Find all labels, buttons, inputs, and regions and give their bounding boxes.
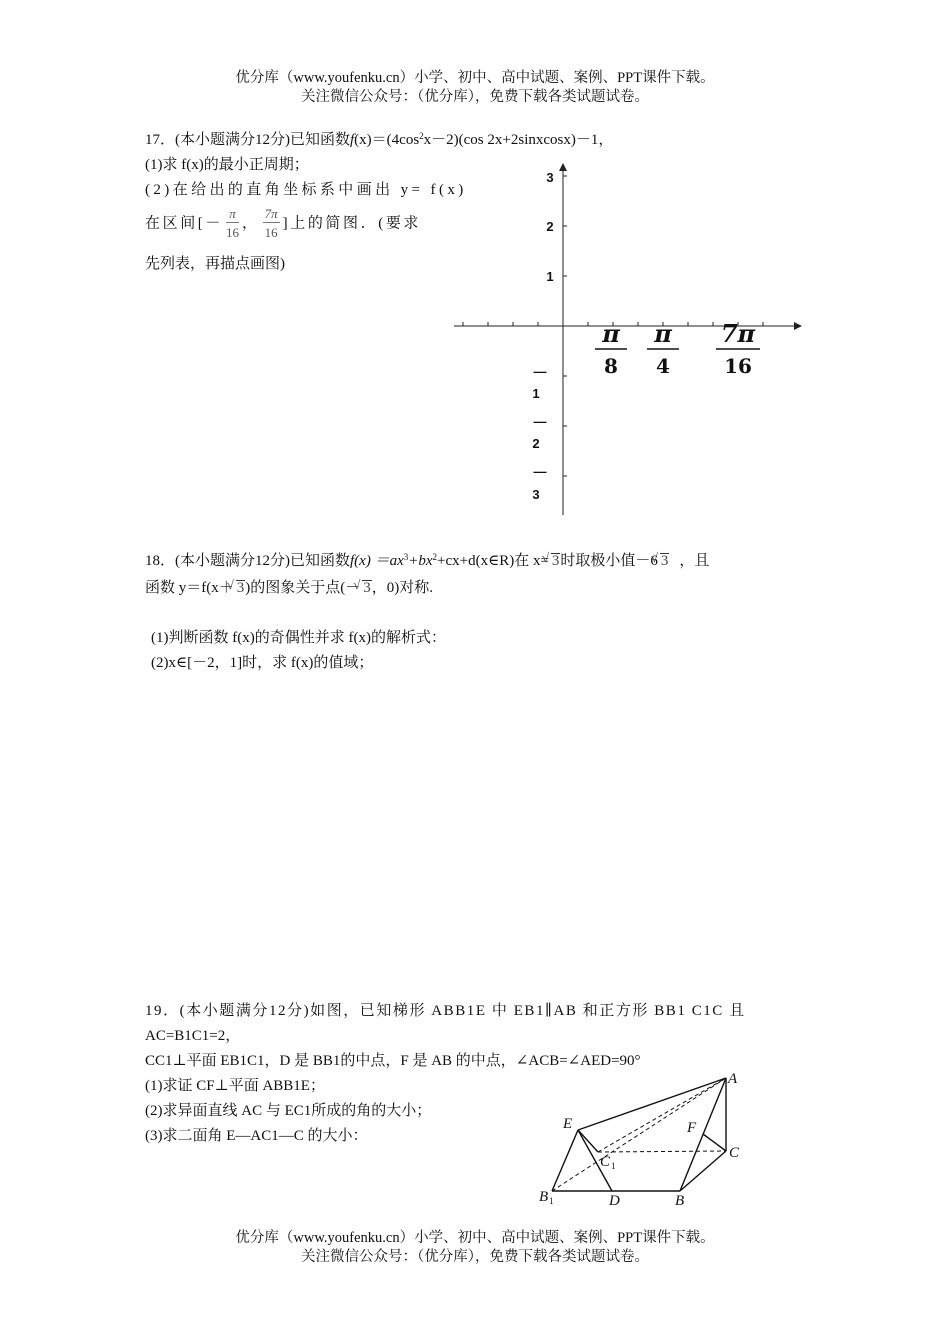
q17-part2-note: 先列表，再描点画图) xyxy=(145,256,285,272)
vertex-label-e: E xyxy=(563,1116,573,1132)
q19-part2: (2)求异面直线 AC 与 EC1所成的角的大小； xyxy=(145,1103,432,1119)
q19-stem-line2: AC=B1C1=2， xyxy=(145,1028,241,1044)
y-axis-arrow xyxy=(559,163,567,171)
q19-part1: (1)求证 CF⊥平面 ABB1E； xyxy=(145,1078,325,1094)
y-label-minus-sign-1: — xyxy=(533,364,547,379)
sqrt-3: √ 3 xyxy=(236,580,246,595)
x-label-pi-over-4-num: π xyxy=(654,319,672,348)
sqrt-3: √ 3 xyxy=(660,553,670,568)
y-axis-labels xyxy=(532,170,553,502)
x-label-pi-over-4-den: 4 xyxy=(656,354,670,378)
q19-stem-line1: 19．(本小题满分12分)如图，已知梯形 ABB1E 中 EB1∥AB 和正方形 BB1 C1C 且 xyxy=(145,1003,746,1019)
x-axis-labels xyxy=(595,319,760,378)
y-label-minus-sign-3: — xyxy=(533,464,547,479)
y-label-minus-sign-2: — xyxy=(533,414,547,429)
header-line-1: 优分库（www.youfenku.cn）小学、初中、高中试题、案例、PPT课件下载。 xyxy=(235,70,715,86)
vertex-label-f: F xyxy=(687,1120,697,1136)
y-label-neg-3: 3 xyxy=(532,487,540,502)
footer-line-1: 优分库（www.youfenku.cn）小学、初中、高中试题、案例、PPT课件下载。 xyxy=(235,1230,715,1246)
q18-stem-line2: 函数 y＝f(x＋√ 3)的图象关于点(－√ 3，0)对称. xyxy=(145,576,433,597)
x-label-pi-over-8-num: π xyxy=(602,319,620,348)
figure-vertex-labels xyxy=(539,1071,740,1209)
vertex-label-a: A xyxy=(728,1071,738,1087)
vertex-label-c1: C xyxy=(600,1154,611,1170)
q18-part1: (1)判断函数 f(x)的奇偶性并求 f(x)的解析式： xyxy=(151,630,446,646)
header-line-2: 关注微信公众号：（优分库），免费下载各类试题试卷。 xyxy=(301,89,649,105)
x-label-7pi-over-16-den: 16 xyxy=(724,354,752,378)
y-label-2: 2 xyxy=(546,219,554,234)
y-label-1: 1 xyxy=(546,269,554,284)
x-axis-arrow xyxy=(794,322,802,330)
sqrt-3: √ 3 xyxy=(551,553,561,568)
vertex-label-c1-sub: 1 xyxy=(611,1161,616,1171)
vertex-label-c: C xyxy=(729,1145,740,1161)
frac-pi-16: $\frac{\pi}{16}$ xyxy=(226,206,239,240)
q19-part3: (3)求二面角 E—AC1—C 的大小： xyxy=(145,1128,368,1144)
y-label-neg-2: 2 xyxy=(532,436,540,451)
q17-stem: 17．(本小题满分12分)已知函数$f(x)=(4\cos^2x-2)(\cos$ 2x+2sinxcosx)－1， xyxy=(145,131,614,148)
q19-stem-line3: CC1⊥平面 EB1C1，D 是 BB1的中点，F 是 AB 的中点，∠ACB=∠AED=90° xyxy=(145,1053,641,1069)
geometry-figure xyxy=(530,1065,760,1210)
footer-line-2: 关注微信公众号：（优分库），免费下载各类试题试卷。 xyxy=(301,1249,649,1265)
q17-part2: (2)在给出的直角坐标系中画出 y= f(x) xyxy=(145,182,467,198)
vertex-label-b1-sub: 1 xyxy=(549,1196,554,1206)
q18-stem-line1: 18．(本小题满分12分)已知函数$f(x) =ax^3+bx^2+cx+d(x\in R)$在 x=√ 3时取极小值－6√ 3 ，且 xyxy=(145,549,709,570)
x-label-7pi-over-16-num: 7π xyxy=(720,319,756,348)
vertex-label-b1: B xyxy=(539,1189,549,1205)
coordinate-graph xyxy=(450,160,810,520)
q17-part2-interval: 在区间[－ $\frac{\pi}{16}$ ， $\frac{7\pi}{16}$ ]上的简图．(要求 xyxy=(145,205,421,243)
q18-part2: (2)x∈[－2，1]时，求 f(x)的值域； xyxy=(151,655,374,671)
q17-part1: (1)求 f(x)的最小正周期； xyxy=(145,157,309,173)
vertex-label-d: D xyxy=(609,1193,620,1209)
frac-7pi-16: $\frac{7\pi}{16}$ xyxy=(264,206,278,240)
sqrt-3: √ 3 xyxy=(362,580,372,595)
x-label-pi-over-8-den: 8 xyxy=(604,354,618,378)
y-label-3: 3 xyxy=(546,170,554,185)
y-label-neg-1: 1 xyxy=(532,386,540,401)
vertex-label-b: B xyxy=(675,1193,685,1209)
